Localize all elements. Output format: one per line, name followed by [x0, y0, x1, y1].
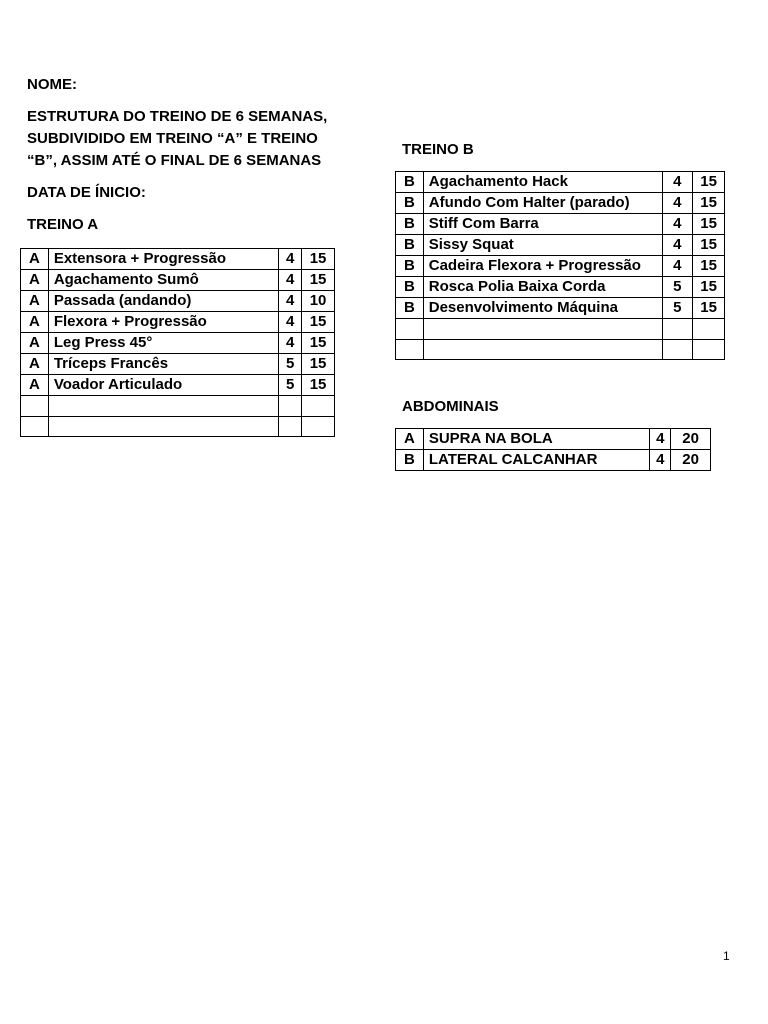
- reps-cell: 15: [693, 277, 725, 298]
- abdominais-title: ABDOMINAIS: [402, 398, 499, 415]
- table-row: [396, 256, 725, 277]
- exercise-cell: Agachamento Sumô: [48, 270, 278, 291]
- exercise-cell: Stiff Com Barra: [423, 214, 662, 235]
- exercise-cell: Sissy Squat: [423, 235, 662, 256]
- reps-cell: 15: [693, 193, 725, 214]
- exercise-cell: Agachamento Hack: [423, 172, 662, 193]
- exercise-cell: Cadeira Flexora + Progressão: [423, 256, 662, 277]
- table-row: [396, 429, 711, 450]
- letter-cell: [21, 396, 49, 417]
- treino-b-table: [395, 171, 725, 360]
- table-row: [21, 333, 335, 354]
- sets-cell: 4: [279, 249, 302, 270]
- treino-a-table: [20, 248, 335, 437]
- table-row: [396, 339, 725, 360]
- exercise-cell: LATERAL CALCANHAR: [423, 450, 650, 471]
- letter-cell: B: [396, 450, 424, 471]
- exercise-cell: Rosca Polia Baixa Corda: [423, 277, 662, 298]
- sets-cell: 4: [279, 291, 302, 312]
- exercise-cell: [48, 396, 278, 417]
- exercise-cell: [423, 339, 662, 360]
- exercise-cell: Extensora + Progressão: [48, 249, 278, 270]
- sets-cell: [662, 319, 693, 340]
- sets-cell: 5: [662, 277, 693, 298]
- table-row: [21, 291, 335, 312]
- treino-a-title: TREINO A: [27, 216, 99, 233]
- reps-cell: 15: [302, 333, 335, 354]
- reps-cell: 15: [302, 375, 335, 396]
- reps-cell: 15: [693, 256, 725, 277]
- letter-cell: [21, 416, 49, 437]
- table-row: [396, 298, 725, 319]
- sets-cell: 4: [650, 450, 671, 471]
- table-row: [21, 375, 335, 396]
- reps-cell: 15: [302, 312, 335, 333]
- letter-cell: B: [396, 277, 424, 298]
- exercise-cell: Tríceps Francês: [48, 354, 278, 375]
- table-row: [21, 354, 335, 375]
- letter-cell: B: [396, 298, 424, 319]
- table-row: [396, 450, 711, 471]
- exercise-cell: Flexora + Progressão: [48, 312, 278, 333]
- reps-cell: 15: [693, 214, 725, 235]
- estrutura-line-3: “B”, ASSIM ATÉ O FINAL DE 6 SEMANAS: [27, 152, 322, 169]
- letter-cell: A: [21, 249, 49, 270]
- sets-cell: 4: [662, 172, 693, 193]
- letter-cell: [396, 339, 424, 360]
- sets-cell: 4: [279, 270, 302, 291]
- data-inicio-label: DATA DE ÍNICIO:: [27, 184, 146, 201]
- estrutura-line-2: SUBDIVIDIDO EM TREINO “A” E TREINO: [27, 130, 318, 147]
- sets-cell: 5: [279, 354, 302, 375]
- page-number: 1: [723, 949, 730, 963]
- exercise-cell: Passada (andando): [48, 291, 278, 312]
- sets-cell: [279, 396, 302, 417]
- exercise-cell: SUPRA NA BOLA: [423, 429, 650, 450]
- exercise-cell: Voador Articulado: [48, 375, 278, 396]
- estrutura-line-1: ESTRUTURA DO TREINO DE 6 SEMANAS,: [27, 108, 328, 125]
- reps-cell: 15: [302, 249, 335, 270]
- table-row: [21, 396, 335, 417]
- sets-cell: 4: [662, 193, 693, 214]
- reps-cell: 15: [693, 172, 725, 193]
- sets-cell: 4: [662, 235, 693, 256]
- exercise-cell: [423, 319, 662, 340]
- abdominais-table: [395, 428, 711, 471]
- sets-cell: 4: [279, 312, 302, 333]
- nome-label: NOME:: [27, 76, 77, 93]
- table-row: [21, 249, 335, 270]
- reps-cell: 20: [671, 429, 711, 450]
- sets-cell: 4: [662, 256, 693, 277]
- exercise-cell: Desenvolvimento Máquina: [423, 298, 662, 319]
- reps-cell: [693, 319, 725, 340]
- table-row: [21, 270, 335, 291]
- letter-cell: B: [396, 172, 424, 193]
- table-row: [396, 319, 725, 340]
- exercise-cell: Leg Press 45°: [48, 333, 278, 354]
- exercise-cell: [48, 416, 278, 437]
- table-row: [396, 193, 725, 214]
- reps-cell: 15: [693, 298, 725, 319]
- sets-cell: 4: [650, 429, 671, 450]
- letter-cell: B: [396, 214, 424, 235]
- letter-cell: [396, 319, 424, 340]
- sets-cell: [662, 339, 693, 360]
- letter-cell: B: [396, 193, 424, 214]
- treino-b-title: TREINO B: [402, 141, 474, 158]
- letter-cell: A: [21, 333, 49, 354]
- table-row: [396, 214, 725, 235]
- table-row: [396, 235, 725, 256]
- reps-cell: 15: [302, 270, 335, 291]
- reps-cell: 15: [302, 354, 335, 375]
- table-row: [396, 277, 725, 298]
- sets-cell: [279, 416, 302, 437]
- letter-cell: A: [21, 291, 49, 312]
- sets-cell: 4: [279, 333, 302, 354]
- sets-cell: 5: [279, 375, 302, 396]
- reps-cell: [693, 339, 725, 360]
- letter-cell: A: [21, 354, 49, 375]
- exercise-cell: Afundo Com Halter (parado): [423, 193, 662, 214]
- letter-cell: A: [21, 312, 49, 333]
- reps-cell: 20: [671, 450, 711, 471]
- reps-cell: [302, 396, 335, 417]
- letter-cell: A: [396, 429, 424, 450]
- table-row: [21, 312, 335, 333]
- sets-cell: 5: [662, 298, 693, 319]
- sets-cell: 4: [662, 214, 693, 235]
- table-row: [396, 172, 725, 193]
- reps-cell: 15: [693, 235, 725, 256]
- table-row: [21, 416, 335, 437]
- letter-cell: A: [21, 270, 49, 291]
- letter-cell: B: [396, 256, 424, 277]
- letter-cell: B: [396, 235, 424, 256]
- reps-cell: [302, 416, 335, 437]
- letter-cell: A: [21, 375, 49, 396]
- reps-cell: 10: [302, 291, 335, 312]
